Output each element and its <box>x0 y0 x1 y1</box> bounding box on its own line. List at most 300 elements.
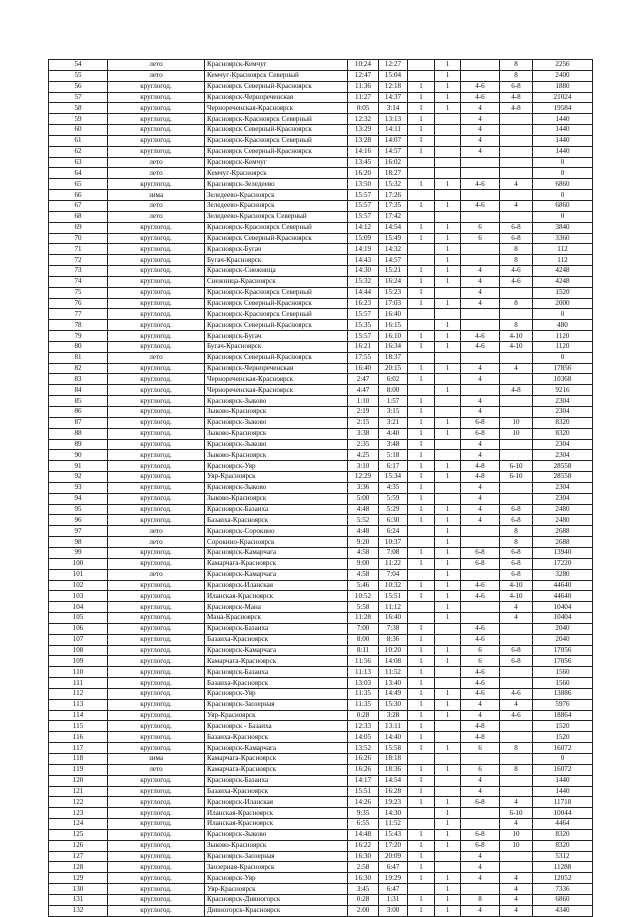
cell-row-number: 58 <box>49 103 108 114</box>
cell-flag-b <box>435 352 461 363</box>
cell-flag-b: 1 <box>435 591 461 602</box>
cell-season: круглогод. <box>108 255 205 266</box>
cell-flag-b <box>435 146 461 157</box>
cell-flag-a: 1 <box>408 515 435 526</box>
cell-arrival-time: 11:52 <box>379 667 408 678</box>
cell-row-number: 107 <box>49 634 108 645</box>
cell-value: 0 <box>533 754 593 765</box>
cell-flag-a: 1 <box>408 558 435 569</box>
cell-cars-b <box>500 482 533 493</box>
cell-flag-b <box>435 450 461 461</box>
cell-arrival-time: 15:30 <box>379 699 408 710</box>
cell-cars-a: 6-8 <box>461 428 500 439</box>
cell-cars-b: 4-10 <box>500 580 533 591</box>
cell-route: Иланская-Красноярск <box>205 819 348 830</box>
cell-departure-time: 10:24 <box>348 60 379 71</box>
cell-flag-b: 1 <box>435 81 461 92</box>
table-row <box>49 721 593 732</box>
table-row <box>49 341 593 352</box>
cell-departure-time: 11:36 <box>348 81 379 92</box>
table-row <box>49 276 593 287</box>
cell-arrival-time: 3:28 <box>379 710 408 721</box>
cell-cars-a: 4 <box>461 504 500 515</box>
cell-value: 8320 <box>533 428 593 439</box>
cell-cars-b: 6-10 <box>500 472 533 483</box>
cell-route: Красноярск-Зыково <box>205 396 348 407</box>
cell-cars-a: 4 <box>461 125 500 136</box>
table-row <box>49 320 593 331</box>
cell-cars-b <box>500 135 533 146</box>
cell-row-number: 80 <box>49 341 108 352</box>
cell-season: лето <box>108 764 205 775</box>
cell-row-number: 65 <box>49 179 108 190</box>
cell-departure-time: 9:00 <box>348 558 379 569</box>
table-row <box>49 808 593 819</box>
cell-row-number: 127 <box>49 851 108 862</box>
cell-value: 17056 <box>533 645 593 656</box>
cell-flag-a: 1 <box>408 482 435 493</box>
cell-flag-b: 1 <box>435 103 461 114</box>
cell-departure-time: 0:05 <box>348 103 379 114</box>
cell-flag-b: 1 <box>435 515 461 526</box>
cell-cars-b: 4-6 <box>500 266 533 277</box>
cell-departure-time: 16:30 <box>348 851 379 862</box>
cell-season: круглогод. <box>108 634 205 645</box>
cell-departure-time: 16:30 <box>348 873 379 884</box>
cell-departure-time: 13:45 <box>348 157 379 168</box>
cell-flag-a <box>408 808 435 819</box>
cell-cars-a: 4 <box>461 287 500 298</box>
cell-route: Красноярск-Камарчага <box>205 569 348 580</box>
cell-flag-a: 1 <box>408 504 435 515</box>
cell-arrival-time: 7:04 <box>379 569 408 580</box>
table-row <box>49 613 593 624</box>
cell-season: лето <box>108 526 205 537</box>
cell-route: Красноярск Северный-Красноярск <box>205 125 348 136</box>
cell-value: 44640 <box>533 580 593 591</box>
cell-cars-a: 4 <box>461 363 500 374</box>
cell-row-number: 99 <box>49 547 108 558</box>
cell-route: Дивногорск-Красноярск <box>205 905 348 916</box>
cell-cars-b: 8 <box>500 764 533 775</box>
cell-arrival-time: 16:34 <box>379 341 408 352</box>
cell-cars-a <box>461 537 500 548</box>
cell-row-number: 124 <box>49 819 108 830</box>
cell-flag-b <box>435 190 461 201</box>
cell-cars-b <box>500 190 533 201</box>
cell-cars-a <box>461 309 500 320</box>
cell-departure-time: 2:00 <box>348 905 379 916</box>
cell-route: Базаиха-Красноярск <box>205 678 348 689</box>
cell-flag-b: 1 <box>435 819 461 830</box>
cell-flag-a: 1 <box>408 472 435 483</box>
cell-row-number: 59 <box>49 114 108 125</box>
cell-value: 1440 <box>533 114 593 125</box>
cell-flag-a: 1 <box>408 851 435 862</box>
cell-row-number: 94 <box>49 493 108 504</box>
cell-cars-b: 6-8 <box>500 515 533 526</box>
cell-cars-b: 4-6 <box>500 688 533 699</box>
cell-season: круглогод. <box>108 417 205 428</box>
cell-flag-a <box>408 168 435 179</box>
cell-season: круглогод. <box>108 591 205 602</box>
cell-flag-a: 1 <box>408 721 435 732</box>
cell-cars-a: 4 <box>461 786 500 797</box>
table-row <box>49 797 593 808</box>
cell-cars-a <box>461 157 500 168</box>
table-row <box>49 407 593 418</box>
cell-route: Сорокино-Красноярск <box>205 537 348 548</box>
cell-flag-a <box>408 244 435 255</box>
cell-cars-b <box>500 450 533 461</box>
cell-row-number: 83 <box>49 374 108 385</box>
cell-flag-a <box>408 613 435 624</box>
cell-cars-a: 4 <box>461 699 500 710</box>
cell-route: Уяр-Красноярск <box>205 710 348 721</box>
cell-departure-time: 12:33 <box>348 721 379 732</box>
cell-cars-b: 4-10 <box>500 331 533 342</box>
cell-route: Зеледеево-Красноярск <box>205 190 348 201</box>
cell-route: Иланская-Красноярск <box>205 591 348 602</box>
cell-cars-b <box>500 396 533 407</box>
cell-value: 2304 <box>533 450 593 461</box>
cell-cars-b <box>500 667 533 678</box>
cell-flag-b: 1 <box>435 200 461 211</box>
table-row <box>49 569 593 580</box>
cell-season: круглогод. <box>108 396 205 407</box>
cell-route: Красноярск-Базаиха <box>205 775 348 786</box>
cell-cars-b: 8 <box>500 526 533 537</box>
cell-cars-a <box>461 526 500 537</box>
cell-flag-b <box>435 114 461 125</box>
cell-route: Уяр-Красноярск <box>205 884 348 895</box>
cell-departure-time: 16:23 <box>348 298 379 309</box>
cell-departure-time: 14:12 <box>348 222 379 233</box>
cell-route: Заозерная-Красноярск <box>205 862 348 873</box>
cell-route: Базаиха-Красноярск <box>205 634 348 645</box>
cell-flag-b: 1 <box>435 363 461 374</box>
cell-route: Красноярск-Зыково <box>205 439 348 450</box>
cell-season: круглогод. <box>108 482 205 493</box>
cell-arrival-time: 14:37 <box>379 92 408 103</box>
cell-value: 0 <box>533 309 593 320</box>
cell-arrival-time: 7:08 <box>379 547 408 558</box>
cell-flag-b <box>435 407 461 418</box>
cell-row-number: 96 <box>49 515 108 526</box>
table-row <box>49 168 593 179</box>
cell-cars-b <box>500 732 533 743</box>
table-row <box>49 81 593 92</box>
cell-season: круглогод. <box>108 450 205 461</box>
cell-route: Красноярск-Мана <box>205 602 348 613</box>
cell-row-number: 78 <box>49 320 108 331</box>
cell-row-number: 85 <box>49 396 108 407</box>
cell-cars-b: 10 <box>500 840 533 851</box>
cell-cars-a: 4-6 <box>461 331 500 342</box>
cell-cars-a: 4 <box>461 515 500 526</box>
cell-cars-b <box>500 374 533 385</box>
cell-value: 0 <box>533 157 593 168</box>
cell-value: 1440 <box>533 135 593 146</box>
cell-flag-a <box>408 884 435 895</box>
cell-arrival-time: 7:38 <box>379 623 408 634</box>
cell-flag-b <box>435 309 461 320</box>
cell-cars-b: 6-8 <box>500 569 533 580</box>
cell-arrival-time: 18:18 <box>379 754 408 765</box>
table-row <box>49 472 593 483</box>
cell-cars-a: 4 <box>461 103 500 114</box>
cell-cars-b: 6-8 <box>500 504 533 515</box>
cell-flag-b: 1 <box>435 233 461 244</box>
cell-cars-a: 6 <box>461 656 500 667</box>
cell-row-number: 102 <box>49 580 108 591</box>
cell-arrival-time: 19:29 <box>379 873 408 884</box>
cell-flag-b: 1 <box>435 537 461 548</box>
cell-season: круглогод. <box>108 461 205 472</box>
cell-route: Уяр-Красноярск <box>205 472 348 483</box>
cell-row-number: 110 <box>49 667 108 678</box>
table-row <box>49 851 593 862</box>
cell-value: 2000 <box>533 298 593 309</box>
cell-departure-time: 15:57 <box>348 190 379 201</box>
cell-cars-a <box>461 808 500 819</box>
cell-row-number: 67 <box>49 200 108 211</box>
cell-row-number: 120 <box>49 775 108 786</box>
cell-departure-time: 14:43 <box>348 255 379 266</box>
table-row <box>49 558 593 569</box>
cell-arrival-time: 12:18 <box>379 81 408 92</box>
cell-row-number: 60 <box>49 125 108 136</box>
cell-cars-a <box>461 352 500 363</box>
cell-season: зима <box>108 190 205 201</box>
cell-route: Кемчуг-Красноярск <box>205 168 348 179</box>
cell-route: Чернореченская-Красноярск <box>205 385 348 396</box>
cell-route: Красноярск-Камарчага <box>205 645 348 656</box>
cell-cars-b: 6-8 <box>500 656 533 667</box>
cell-arrival-time: 8:00 <box>379 385 408 396</box>
cell-row-number: 86 <box>49 407 108 418</box>
table-row <box>49 200 593 211</box>
cell-cars-a: 4 <box>461 266 500 277</box>
cell-cars-a: 4-6 <box>461 580 500 591</box>
cell-route: Камарчага-Красноярск <box>205 656 348 667</box>
cell-route: Красноярск-Зыково <box>205 829 348 840</box>
cell-flag-b: 1 <box>435 385 461 396</box>
cell-arrival-time: 11:52 <box>379 819 408 830</box>
cell-row-number: 98 <box>49 537 108 548</box>
cell-route: Красноярск-Кемчуг <box>205 157 348 168</box>
cell-flag-a: 1 <box>408 450 435 461</box>
cell-cars-a: 4 <box>461 775 500 786</box>
cell-flag-b <box>435 493 461 504</box>
cell-flag-a: 1 <box>408 396 435 407</box>
cell-departure-time: 14:48 <box>348 829 379 840</box>
cell-flag-b: 1 <box>435 873 461 884</box>
cell-flag-a <box>408 320 435 331</box>
cell-flag-b <box>435 786 461 797</box>
cell-row-number: 119 <box>49 764 108 775</box>
cell-flag-a: 1 <box>408 493 435 504</box>
cell-flag-a: 1 <box>408 363 435 374</box>
cell-value: 2040 <box>533 634 593 645</box>
cell-flag-b: 1 <box>435 797 461 808</box>
cell-cars-b: 6-8 <box>500 645 533 656</box>
cell-route: Красноярск Северный-Красноярск <box>205 146 348 157</box>
cell-departure-time: 15:57 <box>348 200 379 211</box>
cell-route: Красноярск-Красноярск Северный <box>205 222 348 233</box>
cell-flag-b <box>435 623 461 634</box>
cell-row-number: 81 <box>49 352 108 363</box>
cell-route: Красноярск-Базаиха <box>205 667 348 678</box>
cell-arrival-time: 14:08 <box>379 656 408 667</box>
cell-departure-time: 15:09 <box>348 233 379 244</box>
cell-value: 2688 <box>533 526 593 537</box>
cell-cars-b: 8 <box>500 298 533 309</box>
cell-departure-time: 4:48 <box>348 526 379 537</box>
cell-value: 19584 <box>533 103 593 114</box>
cell-row-number: 74 <box>49 276 108 287</box>
cell-flag-b <box>435 439 461 450</box>
cell-route: Красноярск-Чернореченская <box>205 92 348 103</box>
cell-flag-a <box>408 526 435 537</box>
cell-flag-a: 1 <box>408 276 435 287</box>
cell-value: 4248 <box>533 276 593 287</box>
cell-cars-b <box>500 114 533 125</box>
cell-arrival-time: 18:36 <box>379 764 408 775</box>
cell-cars-a: 4 <box>461 493 500 504</box>
table-row <box>49 146 593 157</box>
cell-cars-a: 4-6 <box>461 179 500 190</box>
table-row <box>49 363 593 374</box>
cell-route: Базаиха-Красноярск <box>205 515 348 526</box>
cell-route: Зыково-Красноярск <box>205 407 348 418</box>
cell-departure-time: 2:19 <box>348 407 379 418</box>
cell-route: Базаиха-Красноярск <box>205 732 348 743</box>
cell-flag-a: 1 <box>408 591 435 602</box>
table-row <box>49 103 593 114</box>
cell-value: 1440 <box>533 146 593 157</box>
cell-route: Красноярск-Дивногорск <box>205 894 348 905</box>
cell-season: круглогод. <box>108 179 205 190</box>
cell-season: круглогод. <box>108 873 205 884</box>
table-row <box>49 764 593 775</box>
cell-flag-a: 1 <box>408 743 435 754</box>
cell-cars-b <box>500 168 533 179</box>
cell-value: 10368 <box>533 374 593 385</box>
cell-cars-b <box>500 146 533 157</box>
cell-row-number: 73 <box>49 266 108 277</box>
cell-value: 1440 <box>533 125 593 136</box>
cell-row-number: 62 <box>49 146 108 157</box>
cell-arrival-time: 17:20 <box>379 840 408 851</box>
cell-season: круглогод. <box>108 851 205 862</box>
cell-route: Красноярск-Красноярск Северный <box>205 135 348 146</box>
cell-flag-a <box>408 569 435 580</box>
cell-flag-b: 1 <box>435 710 461 721</box>
cell-cars-b <box>500 439 533 450</box>
cell-cars-a: 4 <box>461 114 500 125</box>
cell-cars-b <box>500 775 533 786</box>
cell-cars-b: 4-6 <box>500 710 533 721</box>
cell-cars-b: 4 <box>500 613 533 624</box>
cell-cars-a: 4-6 <box>461 341 500 352</box>
cell-departure-time: 11:28 <box>348 613 379 624</box>
cell-departure-time: 13:52 <box>348 743 379 754</box>
cell-flag-a <box>408 537 435 548</box>
cell-cars-a: 4 <box>461 450 500 461</box>
table-row <box>49 645 593 656</box>
cell-arrival-time: 17:03 <box>379 298 408 309</box>
cell-cars-b: 8 <box>500 320 533 331</box>
cell-departure-time: 15:32 <box>348 276 379 287</box>
cell-route: Базаиха-Красноярск <box>205 786 348 797</box>
cell-flag-a: 1 <box>408 407 435 418</box>
cell-row-number: 87 <box>49 417 108 428</box>
cell-route: Камарчага-Красноярск <box>205 558 348 569</box>
cell-arrival-time: 3:15 <box>379 407 408 418</box>
cell-cars-b: 6-8 <box>500 222 533 233</box>
cell-cars-a: 4 <box>461 439 500 450</box>
cell-cars-a: 4-6 <box>461 81 500 92</box>
cell-flag-a: 1 <box>408 678 435 689</box>
cell-cars-b: 10 <box>500 428 533 439</box>
cell-flag-b <box>435 135 461 146</box>
cell-cars-a: 4 <box>461 374 500 385</box>
cell-value: 5312 <box>533 851 593 862</box>
cell-season: круглогод. <box>108 374 205 385</box>
cell-cars-a: 6-8 <box>461 840 500 851</box>
cell-arrival-time: 6:47 <box>379 862 408 873</box>
cell-value: 2040 <box>533 623 593 634</box>
cell-arrival-time: 16:24 <box>379 276 408 287</box>
cell-value: 2304 <box>533 396 593 407</box>
cell-value: 7336 <box>533 884 593 895</box>
cell-departure-time: 12:32 <box>348 114 379 125</box>
cell-cars-b: 4 <box>500 797 533 808</box>
cell-flag-b <box>435 482 461 493</box>
cell-arrival-time: 3:48 <box>379 439 408 450</box>
cell-flag-a: 1 <box>408 461 435 472</box>
cell-value: 10404 <box>533 602 593 613</box>
cell-flag-a: 1 <box>408 797 435 808</box>
cell-departure-time: 4:25 <box>348 450 379 461</box>
table-row <box>49 70 593 81</box>
cell-arrival-time: 20:15 <box>379 363 408 374</box>
cell-cars-a: 4-6 <box>461 200 500 211</box>
cell-cars-a: 4 <box>461 135 500 146</box>
cell-cars-a: 4-6 <box>461 634 500 645</box>
cell-season: круглогод. <box>108 623 205 634</box>
cell-value: 0 <box>533 190 593 201</box>
cell-arrival-time: 6:30 <box>379 515 408 526</box>
cell-row-number: 123 <box>49 808 108 819</box>
cell-departure-time: 11:13 <box>348 667 379 678</box>
cell-value: 3840 <box>533 222 593 233</box>
cell-flag-b: 1 <box>435 905 461 916</box>
cell-row-number: 76 <box>49 298 108 309</box>
cell-flag-a <box>408 602 435 613</box>
cell-value: 12052 <box>533 873 593 884</box>
cell-departure-time: 11:56 <box>348 656 379 667</box>
cell-cars-a <box>461 754 500 765</box>
table-row <box>49 125 593 136</box>
cell-season: круглогод. <box>108 786 205 797</box>
cell-arrival-time: 1:57 <box>379 396 408 407</box>
cell-flag-a: 1 <box>408 331 435 342</box>
cell-flag-b: 1 <box>435 894 461 905</box>
cell-departure-time: 12:47 <box>348 70 379 81</box>
cell-row-number: 69 <box>49 222 108 233</box>
